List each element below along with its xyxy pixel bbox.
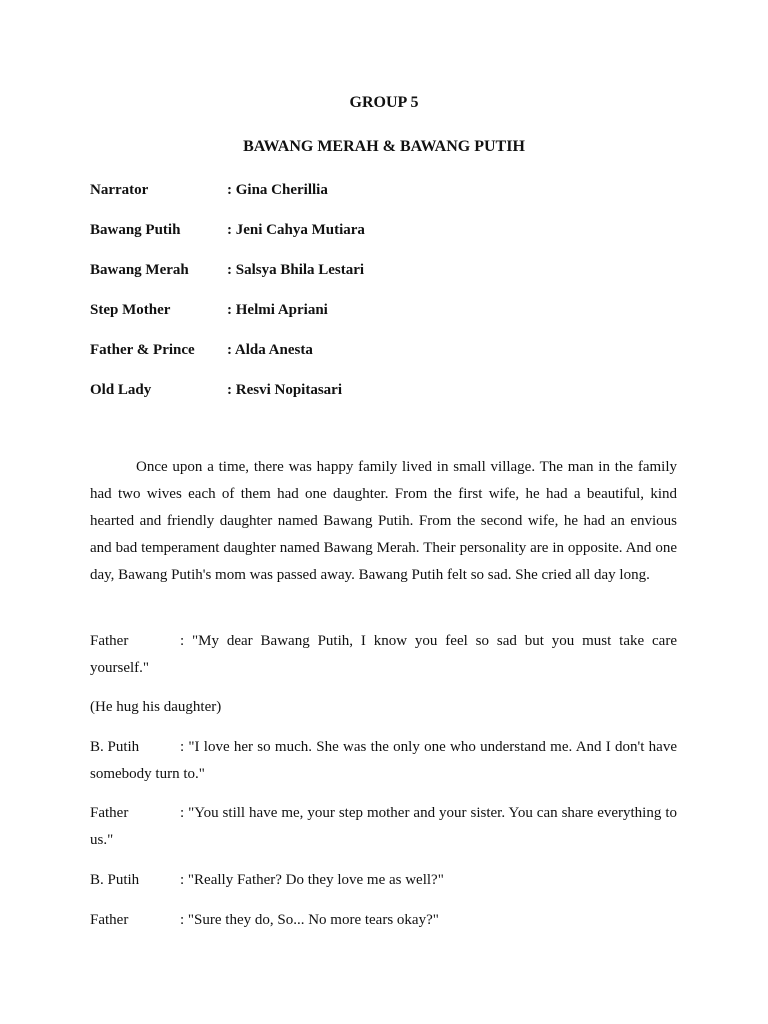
cast-row (90, 380, 690, 420)
cast-role: Bawang Merah (90, 262, 189, 278)
group-heading: GROUP 5 (349, 94, 419, 111)
story-title: BAWANG MERAH & BAWANG PUTIH (243, 138, 525, 155)
cast-row (90, 300, 690, 340)
cast-role: Bawang Putih (90, 222, 181, 238)
dialogue-line (90, 867, 677, 894)
cast-actor: : Helmi Apriani (227, 302, 328, 318)
dialogue-line (90, 734, 677, 788)
cast-role: Father & Prince (90, 342, 195, 358)
dialogue-text: : "My dear Bawang Putih, I know you feel so sad but you must take care yourself." (90, 633, 677, 676)
dialogue-line (90, 628, 677, 682)
cast-role: Narrator (90, 182, 149, 198)
speaker-name: B. Putih (90, 739, 140, 755)
speaker-name: Father (90, 912, 129, 928)
dialogue-text: : "Really Father? Do they love me as well?" (180, 872, 444, 888)
cast-list (90, 180, 690, 420)
cast-actor: : Jeni Cahya Mutiara (227, 222, 365, 238)
dialogue-line (90, 907, 677, 934)
cast-row (90, 260, 690, 300)
cast-role: Step Mother (90, 302, 171, 318)
speaker-name: B. Putih (90, 872, 140, 888)
dialogue-text: : "You still have me, your step mother and your sister. You can share everything to us." (90, 805, 677, 848)
cast-actor: : Gina Cherillia (227, 182, 328, 198)
intro-paragraph: Once upon a time, there was happy family lived in small village. The man in the family had two wives each of them had one daughter. From the first wife, he had a beautiful, kind hearted and friendly daughter named Bawang Putih. From the second wife, he had an envious and bad temperament daughter named Bawang Merah. Their personality are in opposite. And one day, Bawang Putih's mom was passed away. Bawang Putih felt so sad. She cried all day long. (90, 459, 677, 583)
cast-row (90, 220, 690, 260)
cast-row (90, 340, 690, 380)
stage-direction: (He hug his daughter) (90, 699, 222, 715)
cast-actor: : Resvi Nopitasari (227, 382, 342, 398)
cast-actor: : Salsya Bhila Lestari (227, 262, 365, 278)
cast-role: Old Lady (90, 382, 152, 398)
dialogue-text: : "Sure they do, So... No more tears okay?" (180, 912, 439, 928)
cast-row (90, 180, 690, 220)
speaker-name: Father (90, 633, 129, 649)
dialogue-text: : "I love her so much. She was the only one who understand me. And I don't have somebody turn to." (90, 739, 677, 782)
cast-actor: : Alda Anesta (227, 342, 313, 358)
speaker-name: Father (90, 805, 129, 821)
dialogue-line (90, 800, 677, 854)
